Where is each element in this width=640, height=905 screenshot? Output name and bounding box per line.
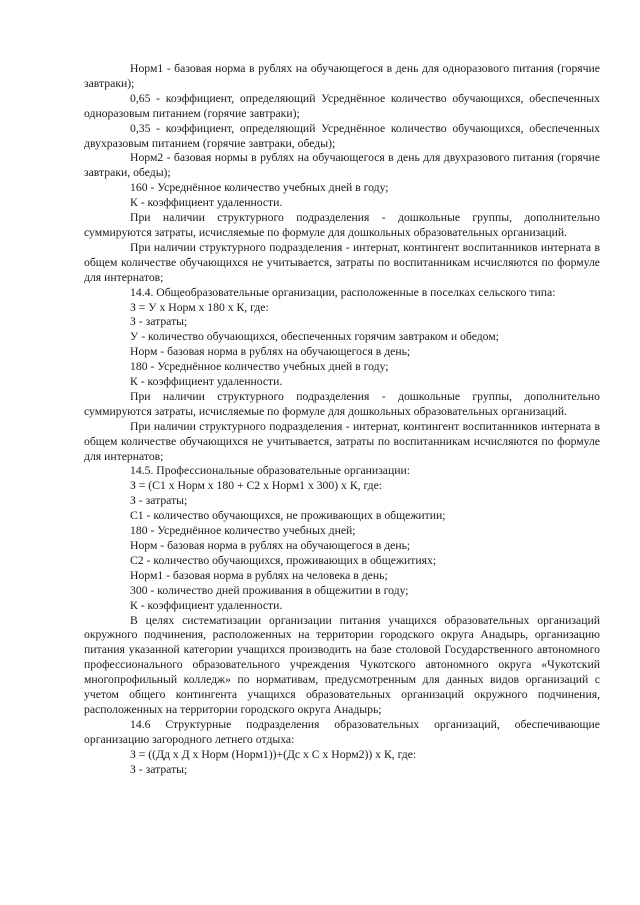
section-heading-14-6: 14.6 Структурные подразделения образовательных организаций, обеспечивающие организацию загородного летнего отдыха:: [84, 717, 600, 746]
paragraph-preschool-groups-2: При наличии структурного подразделения - дошкольные группы, дополнительно суммируются затраты, исчисляемые по формуле для дошкольных образовательных организаций.: [84, 389, 600, 418]
section-heading-14-5: 14.5. Профессиональные образовательные организации:: [130, 464, 411, 478]
paragraph-anadyr-catering: В целях систематизации организации питания учащихся образовательных организаций окружного подчинения, расположенных на территории городского округа Анадырь, организацию питания указанной категории учащихся производить на базе столовой Государственного автономного профессионального образовательного учреждения Чукотского автономного округа «Чукотский многопрофильный колледж» по нормативам, предусмотренным для данных видов организаций с учетом общего контингента учащихся образовательных организаций окружного подчинения, расположенных на территории городского округа Анадырь;: [84, 613, 600, 716]
paragraph-preschool-groups: При наличии структурного подразделения - дошкольные группы, дополнительно суммируются затраты, исчисляемые по формуле для дошкольных образовательных организаций.: [84, 211, 600, 239]
paragraph-k-coef: К - коэффициент удаленности.: [130, 196, 283, 210]
paragraph-z-costs-3: З - затраты;: [130, 762, 188, 776]
paragraph-c1: С1 - количество обучающихся, не проживающих в общежитии;: [130, 509, 446, 523]
paragraph-norm: Норм - базовая норма в рублях на обучающегося в день;: [130, 345, 411, 359]
formula-14-4: З = У х Норм х 180 х К, где:: [130, 300, 269, 314]
paragraph-k-coef-2: К - коэффициент удаленности.: [130, 375, 283, 389]
paragraph-z-costs-2: З - затраты;: [130, 494, 188, 508]
paragraph-k-coef-3: К - коэффициент удаленности.: [130, 598, 283, 612]
document-body: [84, 62, 600, 778]
paragraph-norm1-person: Норм1 - базовая норма в рублях на человека в день;: [130, 568, 388, 582]
paragraph-norm1: Норм1 - базовая норма в рублях на обучающегося в день для одноразового питания (горячие завтраки);: [84, 62, 600, 90]
formula-14-5: З = (С1 х Норм х 180 + С2 х Норм1 х 300) х К, где:: [130, 479, 383, 493]
paragraph-u-students: У - количество обучающихся, обеспеченных горячим завтраком и обедом;: [130, 330, 499, 344]
paragraph-300-days: 300 - количество дней проживания в общежитии в году;: [130, 583, 409, 597]
paragraph-180-days-2: 180 - Усреднённое количество учебных дней;: [130, 524, 356, 538]
paragraph-z-costs: З - затраты;: [130, 315, 188, 329]
paragraph-boarding-2: При наличии структурного подразделения - интернат, контингент воспитанников интерната в общем количестве обучающихся не учитывается, затраты по воспитанникам исчисляются по формуле для интернатов;: [84, 419, 600, 463]
paragraph-coef-035: 0,35 - коэффициент, определяющий Усреднённое количество обучающихся, обеспеченных двухразовым питанием (горячие завтраки, обеды);: [84, 121, 600, 150]
paragraph-160-days: 160 - Усреднённое количество учебных дней в году;: [130, 181, 389, 195]
formula-14-6: З = ((Дд х Д х Норм (Норм1))+(Дс х С х Норм2)) х К, где:: [130, 747, 417, 761]
paragraph-c2: С2 - количество обучающихся, проживающих в общежитиях;: [130, 553, 437, 567]
paragraph-boarding: При наличии структурного подразделения - интернат, контингент воспитанников интерната в общем количестве обучающихся не учитывается, затраты по воспитанникам исчисляются по формуле для интернатов;: [84, 240, 600, 284]
section-heading-14-4: 14.4. Общеобразовательные организации, расположенные в поселках сельского типа:: [130, 285, 556, 299]
paragraph-180-days: 180 - Усреднённое количество учебных дней в году;: [130, 360, 389, 374]
paragraph-norm2: Норм2 - базовая нормы в рублях на обучающегося в день для двухразового питания (горячие завтраки, обеды);: [84, 151, 600, 180]
paragraph-coef-065: 0,65 - коэффициент, определяющий Усреднённое количество обучающихся, обеспеченных одноразовым питанием (горячие завтраки);: [84, 91, 600, 120]
paragraph-norm-2: Норм - базовая норма в рублях на обучающегося в день;: [130, 539, 411, 552]
